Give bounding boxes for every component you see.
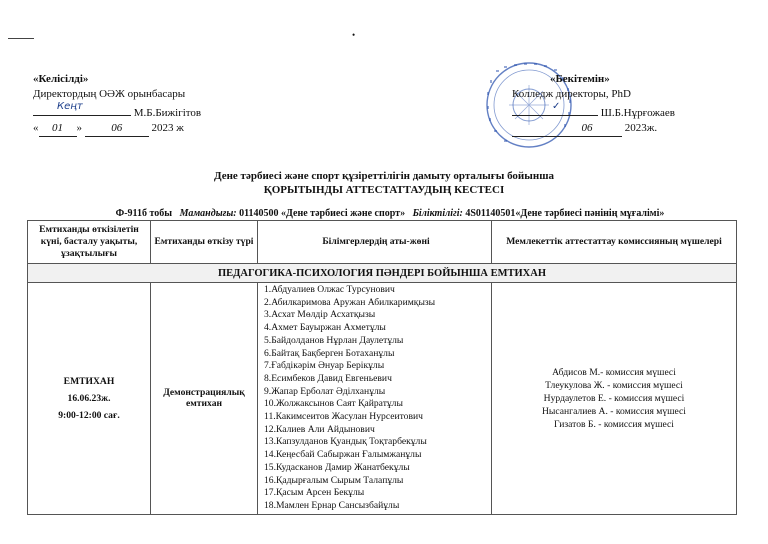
- handwritten-signature: Кеңт: [57, 101, 83, 112]
- header-exam-date: Емтиханды өткізілетін күні, басталу уақыты, ұзақтылығы: [28, 221, 151, 264]
- agreed-position: Директордың ОӘЖ орынбасары: [33, 88, 186, 100]
- list-item: Гизатов Б. - комиссия мүшесі: [554, 418, 674, 430]
- list-item: Нурдаулетов Е. - комиссия мүшесі: [543, 392, 685, 404]
- exam-title: ЕМТИХАН: [63, 375, 115, 387]
- table-header-row: [28, 221, 737, 264]
- section-row: [28, 264, 737, 283]
- list-item: 3.Асхат Мөлдір Асхатқызы: [264, 309, 376, 321]
- corner-mark: [8, 38, 34, 39]
- approved-position: Колледж директоры, PhD: [512, 88, 631, 100]
- agreed-signature-line: [33, 102, 201, 121]
- list-item: 16.Қадырғалым Сырым Талапұлы: [264, 474, 404, 486]
- handwritten-signature: ✓: [552, 101, 561, 112]
- specialty-label: Мамандығы:: [179, 208, 237, 219]
- approved-date-year: 2023ж.: [624, 122, 658, 134]
- approved-signature-line: [512, 102, 675, 121]
- list-item: 7.Ғабдікәрім Әнуар Берікұлы: [264, 360, 385, 372]
- group-info: [40, 208, 740, 219]
- agreed-block: [33, 72, 201, 137]
- list-item: 12.Калиев Али Айдынович: [264, 423, 375, 435]
- list-item: Абдисов М.- комиссия мүшесі: [552, 366, 676, 378]
- agreed-month-value: 06: [111, 122, 123, 134]
- list-item: 5.Байдолданов Нұрлан Даулетұлы: [264, 334, 404, 346]
- list-item: 18.Мамлен Ернар Сансызбайұлы: [264, 499, 400, 511]
- exam-date-cell: [28, 283, 151, 515]
- header-commission: Мемлекеттік аттестаттау комиссияның мүшелері: [492, 221, 737, 264]
- approved-month-value: 06: [581, 122, 593, 134]
- list-item: 11.Какимсеитов Жасулан Нурсеитович: [264, 411, 423, 423]
- exam-type-cell: Демонстрациялық емтихан: [151, 283, 258, 515]
- approved-date-month: [512, 121, 622, 137]
- list-item: 17.Қасым Арсен Бекұлы: [264, 487, 365, 499]
- list-item: 13.Капзулданов Қуандық Тоқтарбекұлы: [264, 436, 427, 448]
- approved-signature-field: [512, 102, 598, 116]
- list-item: 15.Кудасканов Дамир Жанатбекұлы: [264, 461, 410, 473]
- date-quote-open: «: [33, 122, 39, 134]
- table-row: [28, 283, 737, 515]
- list-item: Нысангалиев А. - комиссия мүшесі: [542, 405, 686, 417]
- list-item: 8.Есимбеков Давид Евгеньевич: [264, 372, 392, 384]
- group-label: Ф-911б тобы: [115, 208, 173, 219]
- list-item: 14.Кеңесбай Сабыржан Ғалымжанұлы: [264, 449, 422, 461]
- schedule-table: [27, 220, 737, 515]
- agreed-date-year: 2023 ж: [151, 122, 184, 134]
- exam-date: 16.06.23ж.: [67, 392, 111, 404]
- students-cell: [258, 283, 492, 515]
- date-quote-close: »: [76, 122, 82, 134]
- approved-date: [512, 121, 675, 137]
- agreed-signature-name: М.Б.Бижігітов: [133, 107, 202, 119]
- qualification-value: 4S01140501«Дене тәрбиесі пәнінің мұғалімі»: [465, 208, 665, 219]
- header-exam-type: Емтиханды өткізу түрі: [151, 221, 258, 264]
- agreed-date: [33, 121, 201, 137]
- exam-time: 9:00-12:00 сағ.: [58, 409, 120, 421]
- title-line-1: Дене тәрбиесі және спорт құзіреттілігін дамыту орталығы бойынша: [214, 170, 554, 182]
- agreed-signature-field: [33, 102, 131, 116]
- approved-block: [512, 72, 675, 137]
- header-students: Білімгерлердің аты-жөні: [258, 221, 492, 264]
- commission-cell: [492, 283, 737, 515]
- approved-signature-name: Ш.Б.Нұрғожаев: [600, 107, 675, 119]
- specialty-value: 01140500 «Дене тәрбиесі және спорт»: [239, 208, 406, 219]
- dot-mark: •: [352, 30, 356, 40]
- title-line-2: ҚОРЫТЫНДЫ АТТЕСТАТТАУДЫҢ КЕСТЕСІ: [263, 184, 505, 196]
- qualification-label: Біліктілігі:: [412, 208, 463, 219]
- section-title: ПЕДАГОГИКА-ПСИХОЛОГИЯ ПӘНДЕРІ БОЙЫНША ЕМТИХАН: [28, 264, 737, 283]
- agreed-day-value: 01: [52, 122, 63, 134]
- list-item: 9.Жапар Ерболат Әділханұлы: [264, 385, 386, 397]
- agreed-heading: «Келісілді»: [33, 73, 89, 85]
- list-item: Тлеукулова Ж. - комиссия мүшесі: [545, 379, 683, 391]
- list-item: 2.Абилкаримова Аружан Абилкаримқызы: [264, 296, 436, 308]
- agreed-date-day: [39, 121, 77, 137]
- list-item: 1.Абдуалиев Олжас Турсунович: [264, 284, 395, 295]
- list-item: 6.Байтақ Бақберген Ботаханұлы: [264, 347, 395, 359]
- agreed-date-month: [85, 121, 149, 137]
- approved-heading: «Бекітемін»: [550, 73, 610, 85]
- list-item: 10.Жолжаксынов Саят Қайратұлы: [264, 398, 403, 410]
- list-item: 4.Ахмет Бауыржан Ахметұлы: [264, 322, 386, 334]
